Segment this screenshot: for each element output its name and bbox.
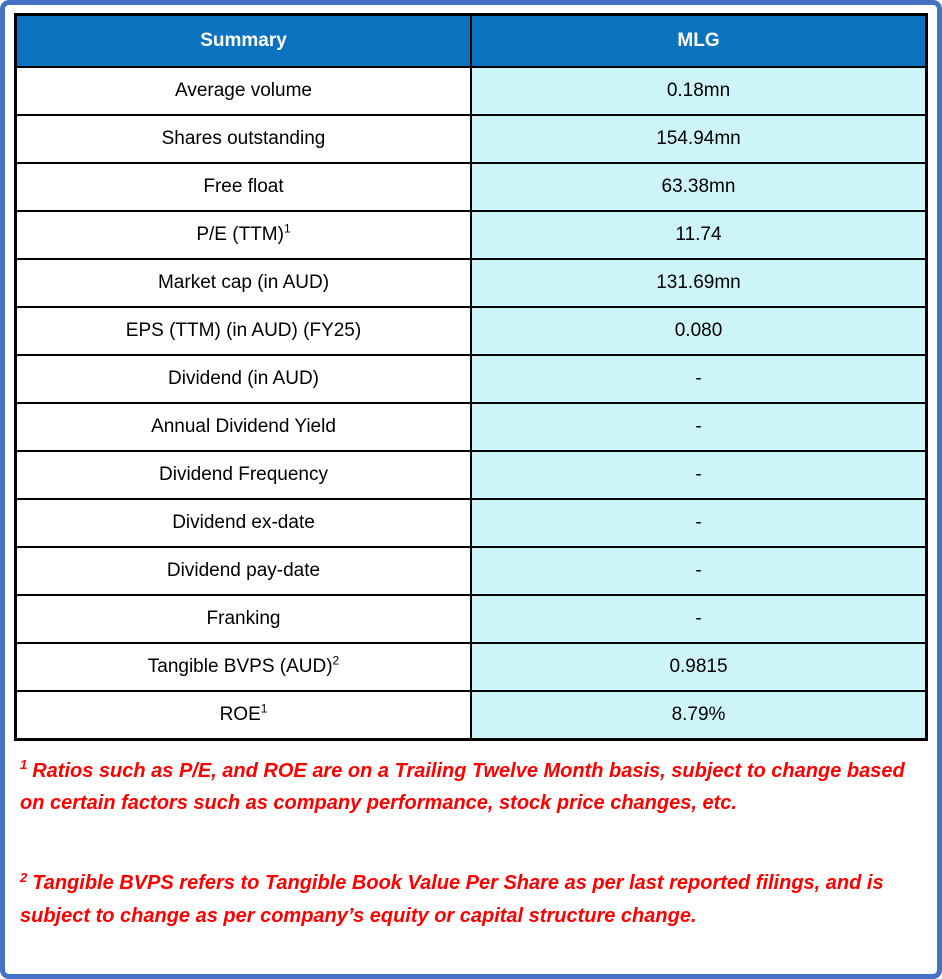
metric-value: 154.94mn	[471, 115, 927, 163]
metric-label-text: Franking	[206, 608, 281, 629]
metric-label	[16, 67, 472, 115]
summary-table	[14, 13, 928, 741]
metric-value: 131.69mn	[471, 259, 927, 307]
metric-label-text: Dividend Frequency	[159, 464, 328, 485]
metric-label-text: EPS (TTM) (in AUD) (FY25)	[125, 320, 362, 341]
table-row	[16, 307, 927, 355]
metric-value: 63.38mn	[471, 163, 927, 211]
metric-value: 8.79%	[471, 691, 927, 739]
metric-label-text: Tangible BVPS (AUD)	[147, 656, 333, 677]
metric-value: -	[471, 451, 927, 499]
footnote-1-text: Ratios such as P/E, and ROE are on a Trailing Twelve Month basis, subject to change based on certain factors such as company performance, stock price changes, etc.	[20, 759, 905, 814]
table-row	[16, 163, 927, 211]
metric-label	[16, 499, 472, 547]
metric-label-text: Dividend ex-date	[172, 512, 315, 533]
metric-label	[16, 643, 472, 691]
footnote-2-text: Tangible BVPS refers to Tangible Book Value Per Share as per last reported filings, and is subject to change as per company’s equity or capital structure change.	[20, 872, 884, 927]
table-row	[16, 115, 927, 163]
metric-label	[16, 115, 472, 163]
table-row	[16, 355, 927, 403]
metric-label-text: Free float	[203, 176, 284, 197]
metric-label	[16, 355, 472, 403]
table-row	[16, 643, 927, 691]
metric-value: 0.18mn	[471, 67, 927, 115]
metric-value: 0.080	[471, 307, 927, 355]
metric-value: -	[471, 403, 927, 451]
footnote-1	[20, 755, 922, 820]
column-header-ticker: MLG	[471, 15, 927, 68]
metric-label	[16, 451, 472, 499]
table-row	[16, 547, 927, 595]
footnote-ref: 1	[283, 221, 291, 236]
metric-label-text: Annual Dividend Yield	[151, 416, 336, 437]
metric-value: -	[471, 355, 927, 403]
metric-label	[16, 595, 472, 643]
column-header-summary: Summary	[16, 15, 472, 68]
footnotes-section	[14, 741, 928, 933]
metric-label	[16, 163, 472, 211]
metric-label	[16, 691, 472, 739]
table-row	[16, 451, 927, 499]
table-row	[16, 499, 927, 547]
metric-value: 11.74	[471, 211, 927, 259]
metric-label-text: ROE	[219, 703, 261, 725]
metric-value: -	[471, 547, 927, 595]
metric-value: 0.9815	[471, 643, 927, 691]
metric-value: -	[471, 595, 927, 643]
table-row	[16, 403, 927, 451]
metric-label	[16, 211, 472, 259]
metric-label-text: Shares outstanding	[161, 128, 326, 149]
metric-label-text: Dividend pay-date	[166, 560, 321, 581]
metric-label	[16, 403, 472, 451]
metric-label	[16, 547, 472, 595]
metric-label	[16, 259, 472, 307]
metric-label-text: Dividend (in AUD)	[168, 368, 319, 389]
table-row	[16, 595, 927, 643]
table-row	[16, 691, 927, 739]
footnote-1-marker: 1	[20, 756, 28, 772]
footnote-ref: 1	[260, 701, 268, 716]
table-row	[16, 211, 927, 259]
metric-label	[16, 307, 472, 355]
footnote-ref: 2	[332, 653, 340, 668]
metric-label-text: P/E (TTM)	[196, 224, 284, 245]
table-row	[16, 259, 927, 307]
metric-label-text: Market cap (in AUD)	[157, 272, 330, 293]
metric-label-text: Average volume	[175, 80, 312, 101]
footnote-2	[20, 867, 922, 932]
footnote-2-marker: 2	[20, 869, 28, 885]
table-header-row	[16, 15, 927, 68]
table-row	[16, 67, 927, 115]
metric-value: -	[471, 499, 927, 547]
